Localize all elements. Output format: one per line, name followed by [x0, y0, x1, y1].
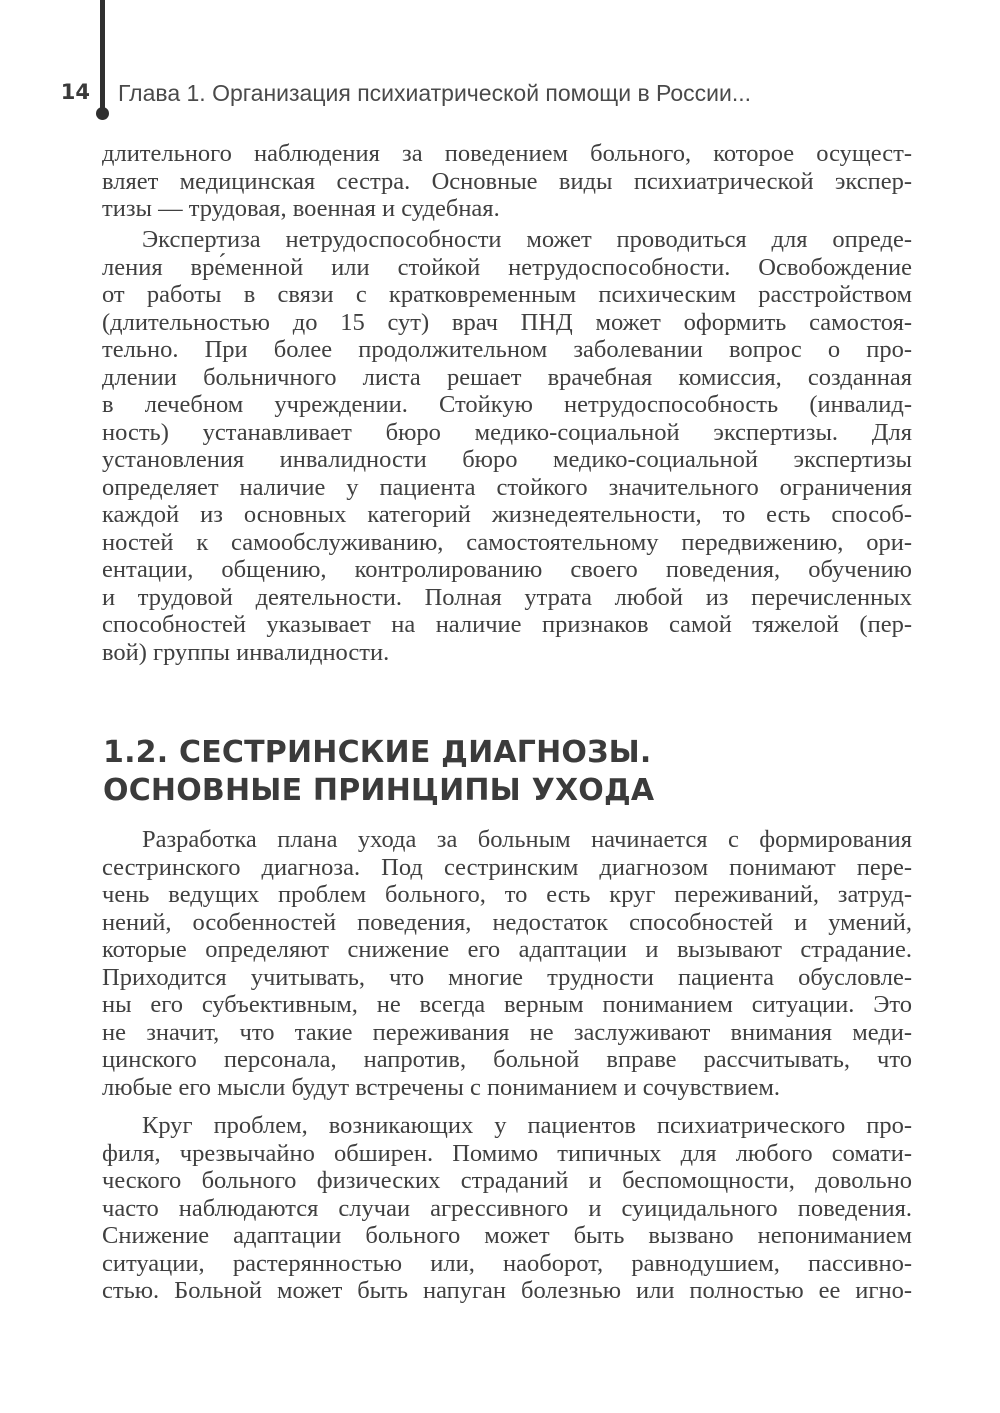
- text-line: ентации, общению, контролированию своего поведения, обучению: [102, 556, 912, 583]
- text-line: чень ведущих проблем больного, то есть круг переживаний, затруд-: [102, 881, 912, 908]
- text-line: ны его субъективным, не всегда верным пониманием ситуации. Это: [102, 991, 912, 1018]
- text-line: которые определяют снижение его адаптации и вызывают страдание.: [102, 936, 912, 963]
- text-line: способностей указывает на наличие признаков самой тяжелой (пер-: [102, 611, 912, 638]
- text-line: стью. Больной может быть напуган болезнью или полностью ее игно-: [102, 1277, 912, 1304]
- text-line: вляет медицинская сестра. Основные виды психиатрической экспер-: [102, 167, 912, 195]
- text-line: в лечебном учреждении. Стойкую нетрудоспособность (инвалид-: [102, 391, 912, 418]
- text-line: Приходится учитывать, что многие трудности пациента обусловле-: [102, 963, 912, 991]
- text-line: не значит, что такие переживания не заслуживают внимания меди-: [102, 1018, 912, 1046]
- header-rule-dot: [96, 107, 109, 120]
- text-line: ситуации, растерянностью или, наоборот, равнодушием, пассивно-: [102, 1249, 912, 1277]
- text-line: Экспертиза нетрудоспособности может проводиться для опреде-: [142, 226, 912, 253]
- text-line: Разработка плана ухода за больным начинается с формирования: [142, 826, 912, 853]
- text-line: определяет наличие у пациента стойкого значительного ограничения: [102, 473, 912, 501]
- text-line: Круг проблем, возникающих у пациентов психиатрического про-: [142, 1112, 912, 1139]
- text-line: от работы в связи с кратковременным психическим расстройством: [102, 281, 912, 308]
- text-line: ностей к самообслуживанию, самостоятельному передвижению, ори-: [102, 528, 912, 556]
- text-line: вой) группы инвалидности.: [102, 638, 390, 666]
- text-line: тельно. При более продолжительном заболевании вопрос о про-: [102, 336, 912, 363]
- text-line: цинского персонала, напротив, больной вправе рассчитывать, что: [102, 1046, 912, 1073]
- text-line: каждой из основных категорий жизнедеятельности, то есть способ-: [102, 501, 912, 528]
- text-line: филя, чрезвычайно обширен. Помимо типичных для любого сомати-: [102, 1139, 912, 1167]
- section-heading-line: 1.2. СЕСТРИНСКИЕ ДИАГНОЗЫ.: [103, 735, 652, 770]
- text-line: тизы — трудовая, военная и судебная.: [102, 195, 500, 222]
- text-line: Снижение адаптации больного может быть вызвано непониманием: [102, 1222, 912, 1249]
- page-number: 14: [60, 80, 90, 104]
- paragraph-continued: [102, 140, 912, 223]
- section-heading: [103, 734, 654, 810]
- paragraph-disability-expertise: [102, 226, 912, 666]
- text-line: сестринского диагноза. Под сестринским диагнозом понимают пере-: [102, 853, 912, 881]
- paragraph-nursing-diagnosis: [102, 826, 912, 1101]
- text-line: длительного наблюдения за поведением больного, которое осущест-: [102, 140, 912, 167]
- text-line: ления вре́менной или стойкой нетрудоспособности. Освобождение: [102, 253, 912, 281]
- text-line: ческого больного физических страданий и беспомощности, довольно: [102, 1167, 912, 1194]
- text-line: любые его мысли будут встречены с пониманием и сочувствием.: [102, 1073, 780, 1101]
- header-rule: [100, 0, 105, 112]
- text-line: и трудовой деятельности. Полная утрата любой из перечисленных: [102, 583, 912, 611]
- paragraph-problems: [102, 1112, 912, 1305]
- text-line: нений, особенностей поведения, недостаток способностей и умений,: [102, 908, 912, 936]
- text-line: ность) устанавливает бюро медико-социальной экспертизы. Для: [102, 418, 912, 446]
- text-line: (длительностью до 15 сут) врач ПНД может оформить самостоя-: [102, 308, 912, 336]
- text-line: часто наблюдаются случаи агрессивного и суицидального поведения.: [102, 1194, 912, 1222]
- running-title: Глава 1. Организация психиатрической помощи в России...: [118, 80, 752, 106]
- text-line: длении больничного листа решает врачебная комиссия, созданная: [102, 363, 912, 391]
- section-heading-line: ОСНОВНЫЕ ПРИНЦИПЫ УХОДА: [103, 773, 655, 808]
- text-line: установления инвалидности бюро медико-социальной экспертизы: [102, 446, 912, 473]
